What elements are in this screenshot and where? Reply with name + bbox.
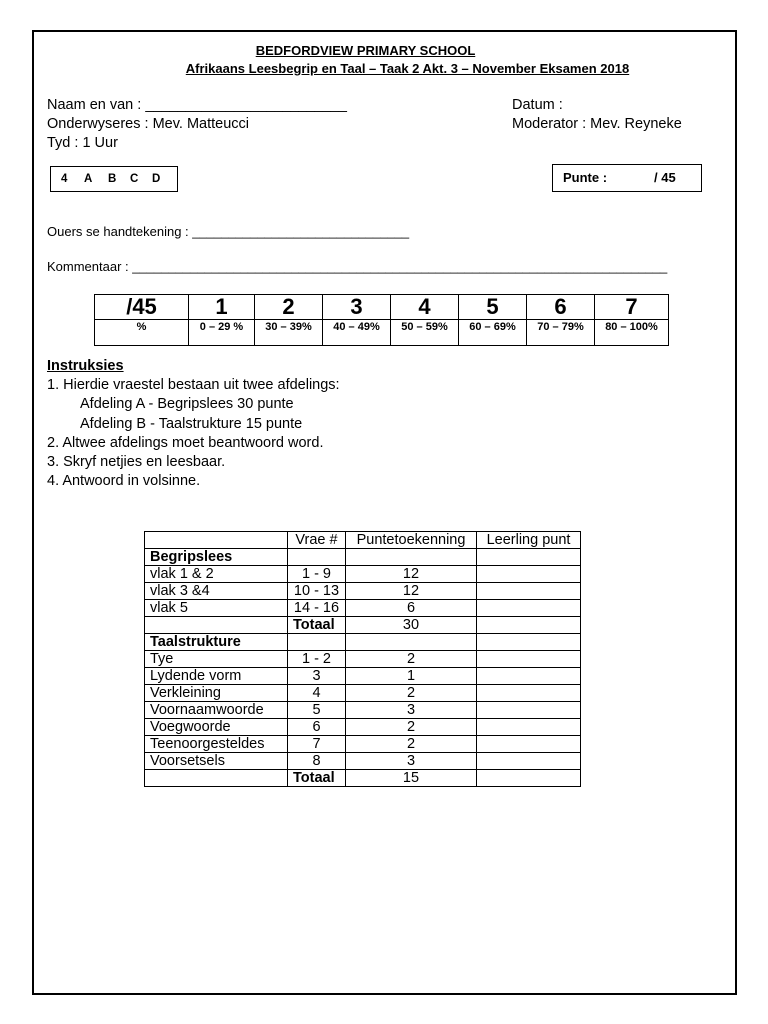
learner-score-cell[interactable]: [477, 685, 581, 702]
time-label: Tyd : 1 Uur: [47, 135, 118, 151]
score-cell: 5: [288, 702, 346, 719]
score-cell: 14 - 16: [288, 600, 346, 617]
score-cell: 3: [346, 753, 477, 770]
class-option-c[interactable]: C: [130, 173, 139, 185]
learner-score-cell[interactable]: [477, 702, 581, 719]
grade-range: 60 – 69%: [459, 320, 527, 346]
score-table: [144, 531, 581, 787]
learner-score-cell[interactable]: [477, 770, 581, 787]
score-cell: 8: [288, 753, 346, 770]
punte-label: Punte :: [563, 170, 608, 185]
grade-level: 3: [323, 295, 391, 320]
score-header: Puntetoekenning: [346, 532, 477, 549]
score-total-row: [145, 770, 581, 787]
parent-signature-line[interactable]: Ouers se handtekening : ______________________________: [47, 224, 410, 239]
score-cell: 2: [346, 719, 477, 736]
row-label: Verkleining: [145, 685, 288, 702]
score-row: [145, 583, 581, 600]
row-label: vlak 5: [145, 600, 288, 617]
score-row: [145, 702, 581, 719]
score-cell[interactable]: [477, 634, 581, 651]
grade-range: 70 – 79%: [527, 320, 595, 346]
score-cell: [346, 549, 477, 566]
class-box: [50, 166, 178, 192]
score-cell: 2: [346, 736, 477, 753]
score-cell: [346, 634, 477, 651]
grade-header-mark: /45: [95, 295, 189, 320]
punte-total: / 45: [654, 170, 676, 185]
class-option-d[interactable]: D: [152, 173, 161, 185]
grade-level: 6: [527, 295, 595, 320]
grade-range: 0 – 29 %: [189, 320, 255, 346]
row-label: Voornaamwoorde: [145, 702, 288, 719]
learner-score-cell[interactable]: [477, 566, 581, 583]
row-label: [145, 770, 288, 787]
score-cell: 7: [288, 736, 346, 753]
score-row: [145, 753, 581, 770]
score-row: [145, 566, 581, 583]
score-cell[interactable]: [477, 549, 581, 566]
instruction-item: 1. Hierdie vraestel bestaan uit twee afdelings:: [47, 377, 340, 393]
score-row: [145, 634, 581, 651]
grade-range: 30 – 39%: [255, 320, 323, 346]
grade-header-pct: %: [95, 320, 189, 346]
score-cell: 2: [346, 651, 477, 668]
row-label: Voorsetsels: [145, 753, 288, 770]
section-label: Begripslees: [145, 549, 288, 566]
row-label: vlak 3 &4: [145, 583, 288, 600]
score-header: Vrae #: [288, 532, 346, 549]
learner-score-cell[interactable]: [477, 617, 581, 634]
grade-scale-table: [94, 294, 669, 346]
instruction-item: Afdeling A - Begripslees 30 punte: [80, 396, 294, 412]
score-cell: 3: [288, 668, 346, 685]
score-row: [145, 668, 581, 685]
score-cell: 6: [346, 600, 477, 617]
school-title: BEDFORDVIEW PRIMARY SCHOOL: [255, 43, 476, 58]
learner-score-cell[interactable]: [477, 719, 581, 736]
grade-level: 7: [595, 295, 669, 320]
score-row: [145, 685, 581, 702]
row-label: [145, 617, 288, 634]
row-label: Voegwoorde: [145, 719, 288, 736]
moderator-label: Moderator : Mev. Reyneke: [512, 116, 682, 132]
score-cell: 4: [288, 685, 346, 702]
date-field[interactable]: Datum :: [512, 97, 563, 113]
score-row: [145, 736, 581, 753]
score-cell: 3: [346, 702, 477, 719]
score-cell: 15: [346, 770, 477, 787]
score-cell: [288, 549, 346, 566]
class-grade: 4: [61, 173, 68, 185]
score-header: [145, 532, 288, 549]
score-row: [145, 600, 581, 617]
instruction-item: 3. Skryf netjies en leesbaar.: [47, 454, 226, 470]
score-cell: 10 - 13: [288, 583, 346, 600]
score-header: Leerling punt: [477, 532, 581, 549]
instruction-item: 2. Altwee afdelings moet beantwoord word.: [47, 435, 324, 451]
grade-range: 50 – 59%: [391, 320, 459, 346]
section-label: Taalstrukture: [145, 634, 288, 651]
score-cell: 6: [288, 719, 346, 736]
score-cell: 1 - 2: [288, 651, 346, 668]
score-total-row: [145, 617, 581, 634]
score-cell: 2: [346, 685, 477, 702]
score-cell: 1 - 9: [288, 566, 346, 583]
row-label: Tye: [145, 651, 288, 668]
grade-level: 2: [255, 295, 323, 320]
grade-range: 80 – 100%: [595, 320, 669, 346]
score-cell: 30: [346, 617, 477, 634]
instruction-item: Afdeling B - Taalstrukture 15 punte: [80, 416, 303, 432]
grade-level: 1: [189, 295, 255, 320]
row-label: Lydende vorm: [145, 668, 288, 685]
score-row: [145, 549, 581, 566]
score-row: [145, 651, 581, 668]
score-cell: 12: [346, 566, 477, 583]
grade-range: 40 – 49%: [323, 320, 391, 346]
grade-level: 5: [459, 295, 527, 320]
exam-subtitle: Afrikaans Leesbegrip en Taal – Taak 2 Akt. 3 – November Eksamen 2018: [185, 61, 630, 76]
teacher-label: Onderwyseres : Mev. Matteucci: [47, 116, 249, 132]
grade-level: 4: [391, 295, 459, 320]
row-label: vlak 1 & 2: [145, 566, 288, 583]
instruction-item: 4. Antwoord in volsinne.: [47, 473, 201, 489]
comment-line[interactable]: Kommentaar : __________________________________________________________________________: [47, 259, 668, 274]
score-cell: [288, 634, 346, 651]
punte-box[interactable]: [552, 164, 702, 192]
learner-score-cell[interactable]: [477, 600, 581, 617]
score-cell: 12: [346, 583, 477, 600]
learner-score-cell[interactable]: [477, 651, 581, 668]
learner-score-cell[interactable]: [477, 736, 581, 753]
score-row: [145, 719, 581, 736]
learner-score-cell[interactable]: [477, 583, 581, 600]
row-label: Teenoorgesteldes: [145, 736, 288, 753]
total-label: Totaal: [288, 617, 346, 634]
learner-score-cell[interactable]: [477, 668, 581, 685]
learner-score-cell[interactable]: [477, 753, 581, 770]
score-cell: 1: [346, 668, 477, 685]
class-option-b[interactable]: B: [108, 173, 117, 185]
class-option-a[interactable]: A: [84, 173, 93, 185]
name-field[interactable]: Naam en van : _________________________: [47, 97, 347, 113]
instructions-heading: Instruksies: [47, 358, 124, 374]
score-header-row: [145, 532, 581, 549]
total-label: Totaal: [288, 770, 346, 787]
